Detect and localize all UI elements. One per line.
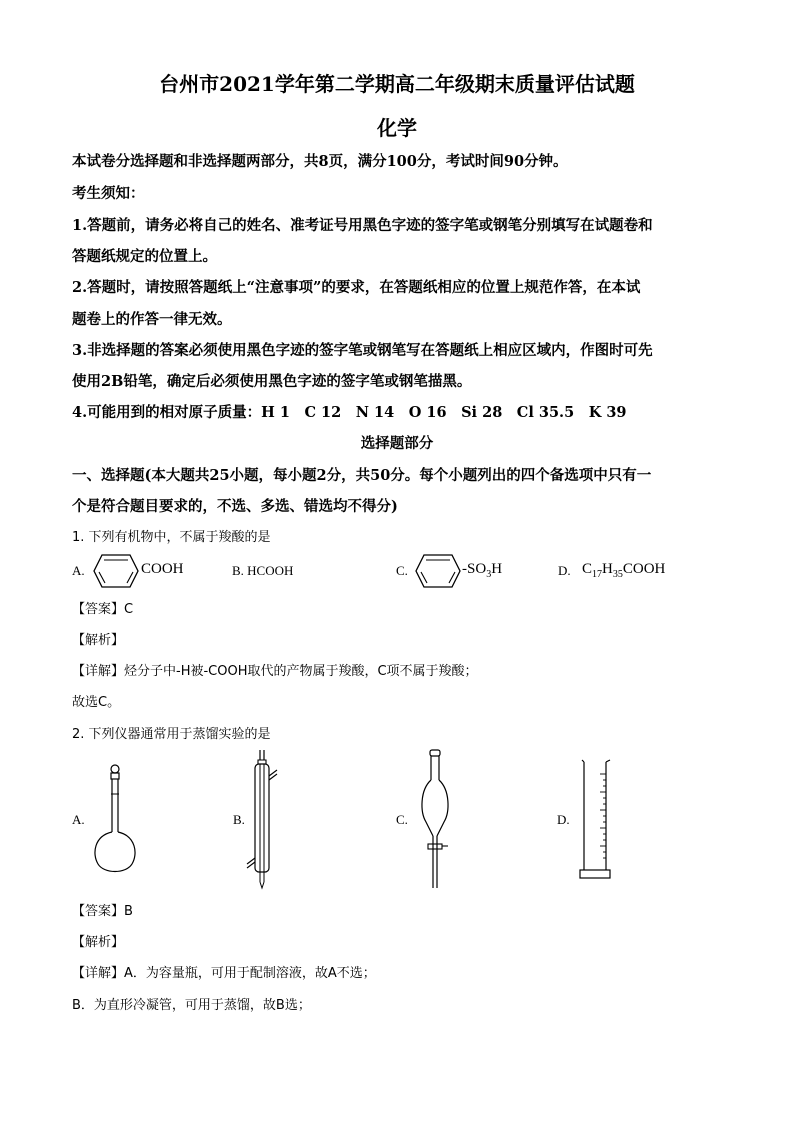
q2-option-c-label: C. xyxy=(396,812,408,827)
question-1-stem: 1. 下列有机物中，不属于羧酸的是 xyxy=(72,530,271,545)
q2-option-b-label: B. xyxy=(233,812,245,827)
separatory-funnel-icon xyxy=(416,750,456,890)
q1-option-d-label: D. xyxy=(558,563,571,578)
notice-line: 题卷上的作答一律无效。 xyxy=(72,311,232,328)
notice-line: 使用2B铅笔，确定后必须使用黑色字迹的签字笔或钢笔描黑。 xyxy=(72,373,472,390)
q1-option-a-group: COOH xyxy=(141,561,184,577)
exam-summary: 本试卷分选择题和非选择题两部分，共8页，满分100分，考试时间90分钟。 xyxy=(72,153,568,170)
question-2-stem: 2. 下列仪器通常用于蒸馏实验的是 xyxy=(72,727,271,742)
page-title: 台州市2021学年第二学期高二年级期末质量评估试题 xyxy=(159,72,635,96)
q2-option-d-label: D. xyxy=(557,812,570,827)
q1-detail: 【详解】烃分子中-H被-COOH取代的产物属于羧酸，C项不属于羧酸； xyxy=(72,664,478,679)
section-title: 选择题部分 xyxy=(360,435,434,452)
q1-option-c-label: C. xyxy=(396,563,408,578)
q2-detail-b: B．为直形冷凝管，可用于蒸馏，故B选； xyxy=(72,998,311,1013)
benzene-ring-icon xyxy=(92,553,140,589)
q2-option-a-label: A. xyxy=(72,812,85,827)
q1-conclusion: 故选C。 xyxy=(72,695,121,710)
q1-option-d-formula: $C_{17}H_{35}COOH$ xyxy=(582,561,666,580)
notice-line: 2.答题时，请按照答题纸上“注意事项”的要求，在答题纸相应的位置上规范作答，在本试 xyxy=(72,279,641,296)
q1-option-b: B. HCOOH xyxy=(232,563,294,578)
volumetric-flask-icon xyxy=(90,764,140,876)
notice-line: 1.答题前，请务必将自己的姓名、准考证号用黑色字迹的签字笔或钢笔分别填写在试题卷和 xyxy=(72,217,653,234)
q2-detail-a: 【详解】A．为容量瓶，可用于配制溶液，故A不选； xyxy=(72,966,376,981)
q1-answer: 【答案】C xyxy=(72,602,134,617)
notice-line: 4.可能用到的相对原子质量：H 1 C 12 N 14 O 16 Si 28 Cl 35.5 K 39 xyxy=(72,404,627,421)
section-instruction: 个是符合题目要求的，不选、多选、错选均不得分) xyxy=(72,498,398,515)
notice-line: 3.非选择题的答案必须使用黑色字迹的签字笔或钢笔写在答题纸上相应区域内，作图时可先 xyxy=(72,342,653,359)
straight-condenser-icon xyxy=(246,750,280,890)
q1-option-a-label: A. xyxy=(72,563,85,578)
q2-analysis: 【解析】 xyxy=(72,935,125,950)
section-instruction: 一、选择题(本大题共25小题，每小题2分，共50分。每个小题列出的四个备选项中只有一 xyxy=(72,467,652,484)
q2-answer: 【答案】B xyxy=(72,904,133,919)
benzene-ring-icon xyxy=(414,553,462,589)
notice-line: 答题纸规定的位置上。 xyxy=(72,248,217,265)
subject-title: 化学 xyxy=(377,116,417,140)
graduated-cylinder-icon xyxy=(576,760,616,882)
q1-option-c-group: $-SO_3H$ xyxy=(462,561,503,580)
q1-analysis: 【解析】 xyxy=(72,633,125,648)
notice-heading: 考生须知： xyxy=(72,185,145,202)
